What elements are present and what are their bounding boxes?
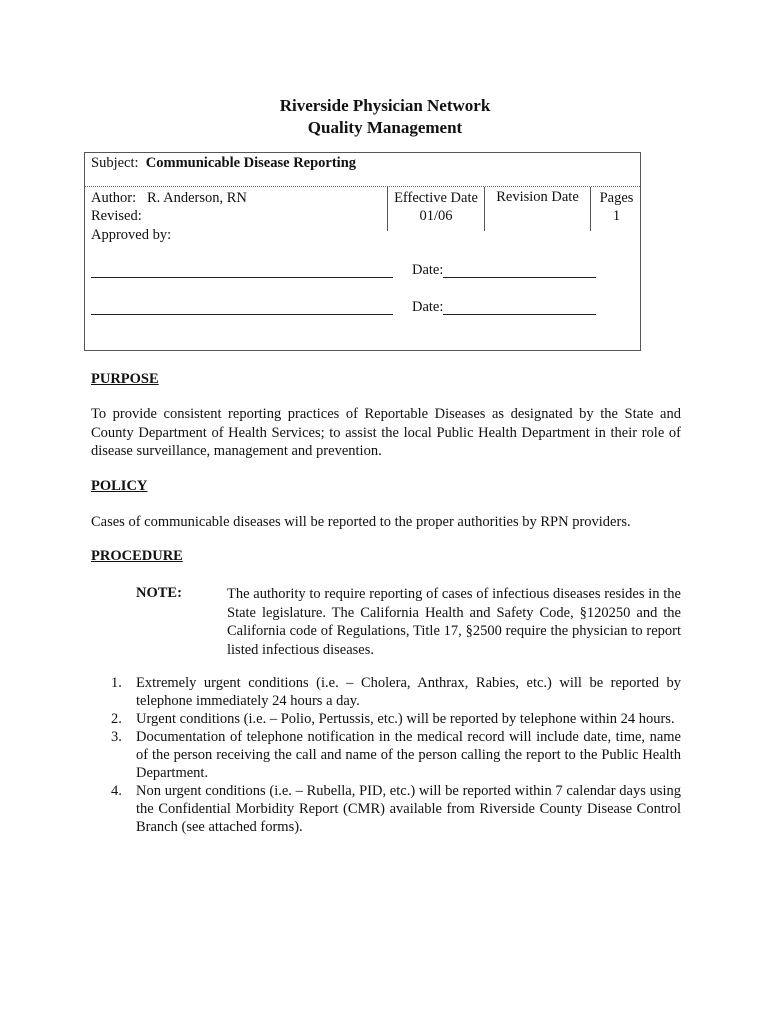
note-label: NOTE: (136, 585, 182, 601)
pages-column (590, 187, 642, 231)
subject-value: Communicable Disease Reporting (145, 155, 357, 171)
revised: Revised: (91, 208, 142, 224)
revision-date-label: Revision Date (496, 189, 579, 205)
signature-line-1[interactable] (91, 277, 393, 278)
author-row (85, 187, 640, 231)
list-item (91, 710, 681, 728)
list-item-number: 3. (111, 729, 122, 745)
subject-row (85, 153, 640, 187)
date-label-2: Date: (412, 299, 444, 315)
date-label-1: Date: (412, 262, 444, 278)
department-name: Quality Management (307, 118, 463, 137)
list-item-number: 1. (111, 675, 122, 691)
pages-value: 1 (612, 208, 621, 224)
purpose-text: To provide consistent reporting practices of Reportable Diseases as designated by the State and County Department of Health Services; to assist the local Public Health Department in their role of disease surveillance, management and prevention. (91, 406, 681, 459)
procedure-list (91, 674, 681, 836)
author-column (91, 189, 247, 225)
subject (91, 155, 356, 172)
purpose-heading: PURPOSE (91, 371, 159, 387)
signature-line-2[interactable] (91, 314, 393, 315)
procedure-heading: PROCEDURE (91, 548, 183, 564)
subject-label: Subject: (91, 155, 139, 171)
policy-text: Cases of communicable diseases will be reported to the proper authorities by RPN providers. (91, 514, 631, 530)
policy-metadata-box (84, 152, 641, 351)
date-line-2[interactable] (443, 314, 596, 315)
organization-name: Riverside Physician Network (279, 96, 491, 115)
effective-date-label: Effective Date (394, 190, 478, 206)
author: Author: R. Anderson, RN (91, 190, 247, 206)
list-item (91, 728, 681, 782)
effective-date-value: 01/06 (419, 208, 453, 224)
list-item-text: Extremely urgent conditions (i.e. – Cholera, Anthrax, Rabies, etc.) will be reported by telephone immediately 24 hours a day. (136, 675, 681, 709)
list-item-number: 2. (111, 711, 122, 727)
document-header (0, 95, 770, 139)
date-line-1[interactable] (443, 277, 596, 278)
revision-date-column (484, 187, 590, 231)
list-item-text: Non urgent conditions (i.e. – Rubella, PID, etc.) will be reported within 7 calendar days using the Confidential Morbidity Report (CMR) available from Riverside County Disease Control Branch (see attached forms). (136, 783, 681, 835)
approved-by-label: Approved by: (91, 227, 172, 243)
list-item (91, 674, 681, 710)
list-item-text: Urgent conditions (i.e. – Polio, Pertussis, etc.) will be reported by telephone within 24 hours. (136, 711, 675, 727)
policy-heading: POLICY (91, 478, 148, 494)
list-item-text: Documentation of telephone notification in the medical record will include date, time, name of the person receiving the call and name of the person calling the report to the Public Health Department. (136, 729, 681, 781)
list-item-number: 4. (111, 783, 122, 799)
note-text: The authority to require reporting of cases of infectious diseases resides in the State legislature. The California Health and Safety Code, §120250 and the California code of Regulations, Title 17, §2500 require the physician to report listed infectious diseases. (227, 586, 681, 658)
effective-date-column (387, 187, 484, 231)
pages-label: Pages (599, 190, 634, 206)
list-item (91, 782, 681, 836)
